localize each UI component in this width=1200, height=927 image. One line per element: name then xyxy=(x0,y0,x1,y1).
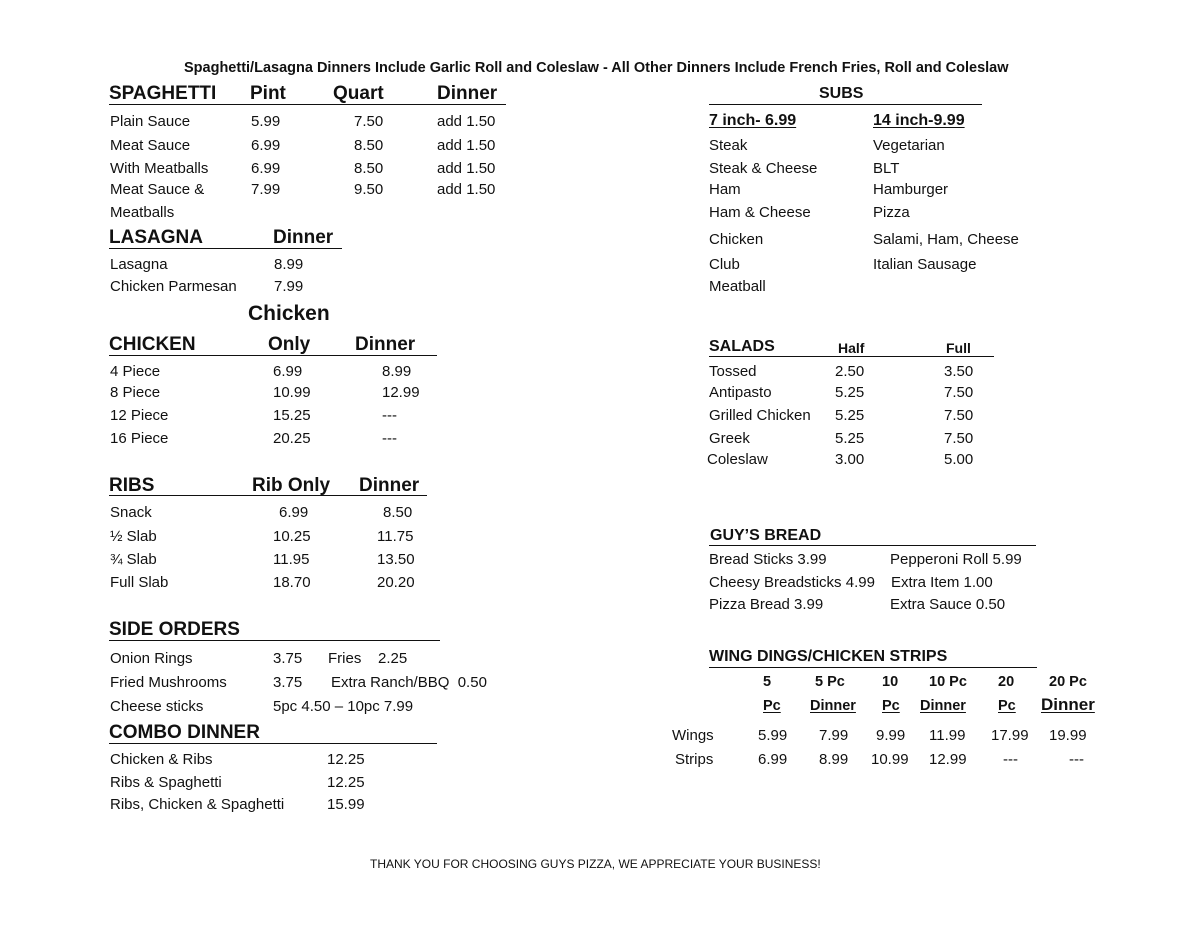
chicken-col-top: Chicken xyxy=(248,302,330,325)
ribs-dinner-price: 11.75 xyxy=(377,528,414,545)
wings-col-head: 5 xyxy=(763,674,772,690)
ribs-only-price: 18.70 xyxy=(273,574,311,591)
wings-row-price: 6.99 xyxy=(758,751,788,768)
wings-title: WING DINGS/CHICKEN STRIPS xyxy=(709,648,948,665)
spaghetti-quart-price: 9.50 xyxy=(354,181,384,198)
combo-item-price: 12.25 xyxy=(327,751,365,768)
cheese-sticks-price: 5pc 4.50 – 10pc 7.99 xyxy=(273,698,414,715)
bread-title: GUY’S BREAD xyxy=(710,527,822,544)
dinner-info-banner: Spaghetti/Lasagna Dinners Include Garlic Roll and Coleslaw - All Other Dinners Include French Fries, Roll and Coleslaw xyxy=(184,60,1009,76)
combo-header-rule xyxy=(109,743,437,744)
side-orders-header-rule xyxy=(109,640,440,641)
spaghetti-quart-price: 8.50 xyxy=(354,160,384,177)
ribs-header-rule xyxy=(109,495,427,496)
salad-half-price: 5.25 xyxy=(835,407,865,424)
salads-col-full: Full xyxy=(946,340,971,356)
combo-title: COMBO DINNER xyxy=(109,722,260,743)
chicken-dinner-price: 8.99 xyxy=(382,363,412,380)
spaghetti-header-rule xyxy=(109,104,506,105)
wings-col-head: 10 Pc xyxy=(929,674,967,690)
ribs-col-only: Rib Only xyxy=(252,475,331,496)
chicken-item-name: 4 Piece xyxy=(110,363,161,380)
chicken-dinner-price: --- xyxy=(382,430,397,447)
spaghetti-item-name: With Meatballs xyxy=(110,160,209,177)
wings-row-price: 10.99 xyxy=(871,751,909,768)
spaghetti-item-name-cont: Meatballs xyxy=(110,204,175,221)
spaghetti-pint-price: 6.99 xyxy=(251,137,281,154)
subs-col-7inch: 7 inch- 6.99 xyxy=(709,112,797,129)
bread-item-right: Pepperoni Roll 5.99 xyxy=(890,551,1022,568)
bread-item-left: Cheesy Breadsticks 4.99 xyxy=(709,574,875,591)
salad-full-price: 7.50 xyxy=(944,384,974,401)
combo-item-name: Ribs & Spaghetti xyxy=(110,774,222,791)
ribs-title: RIBS xyxy=(109,475,155,496)
lasagna-item-price: 7.99 xyxy=(274,278,304,295)
side-item-name: Fried Mushrooms xyxy=(110,674,227,691)
chicken-col-dinner: Dinner xyxy=(355,334,416,355)
combo-item-name: Chicken & Ribs xyxy=(110,751,213,768)
spaghetti-dinner-price: add 1.50 xyxy=(437,113,496,130)
wings-row-price: --- xyxy=(1069,751,1084,768)
ribs-dinner-price: 20.20 xyxy=(377,574,415,591)
chicken-title: CHICKEN xyxy=(109,334,196,355)
wings-col-subhead: Dinner xyxy=(1041,695,1095,714)
salad-item-name: Greek xyxy=(709,430,750,447)
side-item-name: Onion Rings xyxy=(110,650,193,667)
subs-title: SUBS xyxy=(819,85,864,102)
salad-item-name: Tossed xyxy=(709,363,757,380)
salad-half-price: 2.50 xyxy=(835,363,865,380)
lasagna-col-dinner: Dinner xyxy=(273,227,334,248)
spaghetti-item-name: Meat Sauce & xyxy=(110,181,205,198)
spaghetti-col-dinner: Dinner xyxy=(437,83,498,104)
chicken-dinner-price: --- xyxy=(382,407,397,424)
chicken-only-price: 15.25 xyxy=(273,407,311,424)
spaghetti-item-name: Plain Sauce xyxy=(110,113,191,130)
wings-col-subhead: Pc xyxy=(882,698,900,714)
spaghetti-dinner-price: add 1.50 xyxy=(437,137,496,154)
ribs-item-name: Full Slab xyxy=(110,574,169,591)
chicken-col-only: Only xyxy=(268,334,311,355)
combo-item-name: Ribs, Chicken & Spaghetti xyxy=(110,796,285,813)
chicken-header-rule xyxy=(109,355,437,356)
wings-row-price: 8.99 xyxy=(819,751,849,768)
ribs-col-dinner: Dinner xyxy=(359,475,420,496)
side-item-extra: Fries 2.25 xyxy=(328,650,408,667)
lasagna-header-rule xyxy=(109,248,342,249)
sub-item-left: Ham & Cheese xyxy=(709,204,811,221)
sub-item-left: Steak xyxy=(709,137,748,154)
wings-header-rule xyxy=(709,667,1037,668)
cheese-sticks-name: Cheese sticks xyxy=(110,698,204,715)
sub-item-left: Ham xyxy=(709,181,741,198)
spaghetti-pint-price: 6.99 xyxy=(251,160,281,177)
lasagna-item-name: Lasagna xyxy=(110,256,168,273)
wings-row-price: 11.99 xyxy=(929,727,966,744)
wings-row-price: 19.99 xyxy=(1049,727,1087,744)
spaghetti-item-name: Meat Sauce xyxy=(110,137,191,154)
salad-half-price: 5.25 xyxy=(835,384,865,401)
ribs-item-name: ¾ Slab xyxy=(110,551,157,568)
spaghetti-col-pint: Pint xyxy=(250,83,286,104)
ribs-dinner-price: 8.50 xyxy=(383,504,413,521)
salad-half-price: 3.00 xyxy=(835,451,865,468)
ribs-only-price: 10.25 xyxy=(273,528,311,545)
sub-item-right: BLT xyxy=(873,160,900,177)
ribs-item-name: Snack xyxy=(110,504,152,521)
sub-item-right: Hamburger xyxy=(873,181,949,198)
ribs-only-price: 11.95 xyxy=(273,551,310,568)
chicken-dinner-price: 12.99 xyxy=(382,384,420,401)
salad-item-name: Antipasto xyxy=(709,384,772,401)
side-orders-title: SIDE ORDERS xyxy=(109,619,240,640)
salads-header-rule xyxy=(709,356,994,357)
bread-item-left: Bread Sticks 3.99 xyxy=(709,551,827,568)
chicken-item-name: 8 Piece xyxy=(110,384,161,401)
spaghetti-title: SPAGHETTI xyxy=(109,83,217,104)
sub-item-left: Meatball xyxy=(709,278,766,295)
bread-item-left: Pizza Bread 3.99 xyxy=(709,596,824,613)
subs-title-rule xyxy=(709,104,982,105)
sub-item-right: Salami, Ham, Cheese xyxy=(873,231,1019,248)
lasagna-title: LASAGNA xyxy=(109,227,203,248)
sub-item-right: Pizza xyxy=(873,204,910,221)
sub-item-left: Steak & Cheese xyxy=(709,160,818,177)
sub-item-left: Chicken xyxy=(709,231,764,248)
sub-item-right: Italian Sausage xyxy=(873,256,977,273)
wings-col-head: 10 xyxy=(882,674,899,690)
wings-col-head: 20 Pc xyxy=(1049,674,1087,690)
spaghetti-dinner-price: add 1.50 xyxy=(437,160,496,177)
spaghetti-pint-price: 5.99 xyxy=(251,113,281,130)
salad-full-price: 7.50 xyxy=(944,430,974,447)
salad-half-price: 5.25 xyxy=(835,430,865,447)
bread-item-right: Extra Item 1.00 xyxy=(891,574,993,591)
salads-title: SALADS xyxy=(709,338,775,355)
chicken-only-price: 6.99 xyxy=(273,363,303,380)
wings-col-head: 20 xyxy=(998,674,1015,690)
sub-item-left: Club xyxy=(709,256,740,273)
lasagna-item-name: Chicken Parmesan xyxy=(110,278,237,295)
subs-col-14inch: 14 inch-9.99 xyxy=(873,112,965,129)
salad-full-price: 7.50 xyxy=(944,407,974,424)
wings-col-head: 5 Pc xyxy=(815,674,845,690)
chicken-item-name: 12 Piece xyxy=(110,407,169,424)
wings-col-subhead: Dinner xyxy=(810,698,856,714)
wings-col-subhead: Pc xyxy=(763,698,781,714)
spaghetti-quart-price: 8.50 xyxy=(354,137,384,154)
chicken-only-price: 10.99 xyxy=(273,384,311,401)
footer-thank-you: THANK YOU FOR CHOOSING GUYS PIZZA, WE APPRECIATE YOUR BUSINESS! xyxy=(370,857,821,871)
chicken-only-price: 20.25 xyxy=(273,430,311,447)
spaghetti-col-quart: Quart xyxy=(333,83,384,104)
wings-row-price: 17.99 xyxy=(991,727,1029,744)
salad-item-name: Coleslaw xyxy=(707,451,768,468)
combo-item-price: 12.25 xyxy=(327,774,365,791)
wings-col-subhead: Pc xyxy=(998,698,1016,714)
wings-row-price: 9.99 xyxy=(876,727,906,744)
side-item-price: 3.75 xyxy=(273,674,303,691)
ribs-dinner-price: 13.50 xyxy=(377,551,415,568)
salad-item-name: Grilled Chicken xyxy=(709,407,811,424)
sub-item-right: Vegetarian xyxy=(873,137,945,154)
bread-header-rule xyxy=(709,545,1036,546)
salad-full-price: 3.50 xyxy=(944,363,974,380)
side-item-extra: Extra Ranch/BBQ 0.50 xyxy=(331,674,487,691)
salads-col-half: Half xyxy=(838,340,865,356)
ribs-item-name: ½ Slab xyxy=(110,528,157,545)
wings-row-price: 12.99 xyxy=(929,751,967,768)
lasagna-item-price: 8.99 xyxy=(274,256,304,273)
ribs-only-price: 6.99 xyxy=(279,504,309,521)
wings-row-name: Strips xyxy=(675,751,714,768)
side-item-price: 3.75 xyxy=(273,650,303,667)
wings-row-name: Wings xyxy=(672,727,714,744)
wings-col-subhead: Dinner xyxy=(920,698,966,714)
combo-item-price: 15.99 xyxy=(327,796,365,813)
chicken-item-name: 16 Piece xyxy=(110,430,169,447)
wings-row-price: 7.99 xyxy=(819,727,849,744)
spaghetti-pint-price: 7.99 xyxy=(251,181,281,198)
wings-row-price: 5.99 xyxy=(758,727,788,744)
wings-row-price: --- xyxy=(1003,751,1018,768)
spaghetti-dinner-price: add 1.50 xyxy=(437,181,496,198)
salad-full-price: 5.00 xyxy=(944,451,974,468)
spaghetti-quart-price: 7.50 xyxy=(354,113,384,130)
bread-item-right: Extra Sauce 0.50 xyxy=(890,596,1006,613)
